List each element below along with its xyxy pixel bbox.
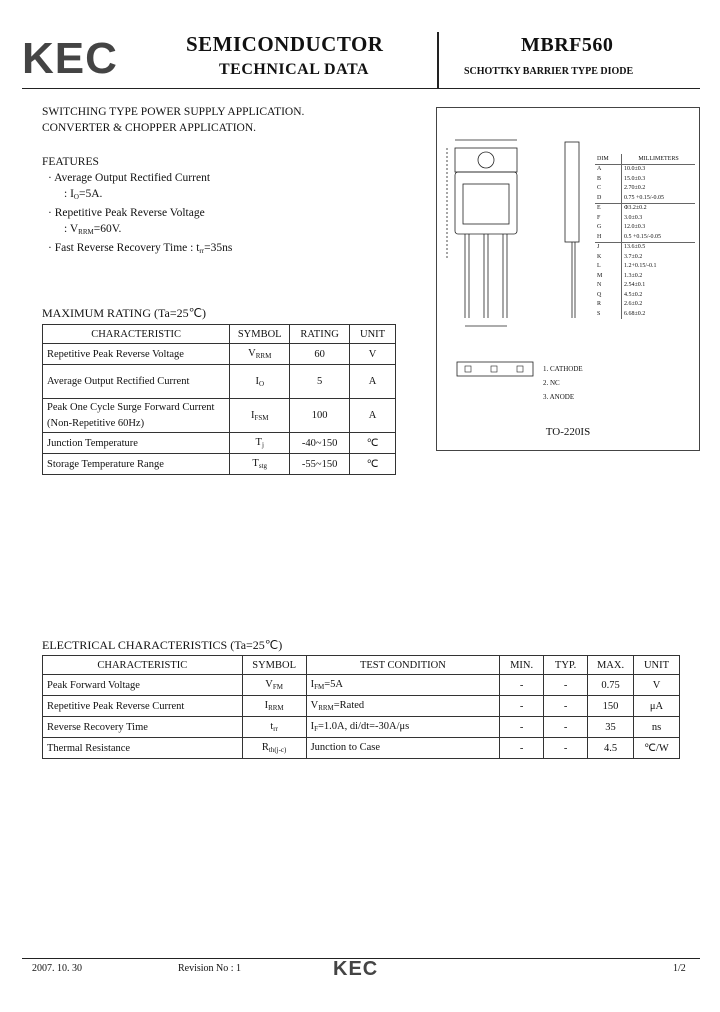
header-rating: RATING	[290, 325, 350, 344]
header-technical-data: TECHNICAL DATA	[219, 61, 369, 78]
table-row: Thermal Resistance $R_{th(j-c)}$ Junction to Case - - 4.5 ℃/W	[43, 738, 680, 759]
header-symbol: SYMBOL	[230, 325, 290, 344]
header-rule	[22, 88, 700, 89]
pin-1: 1. CATHODE	[543, 365, 583, 373]
footer-page-number: 1/2	[673, 963, 686, 974]
footer-date: 2007. 10. 30	[32, 963, 82, 974]
feature-1-value: : $I_O=5A$.	[64, 188, 103, 201]
table-row: Peak One Cycle Surge Forward Current (Non-Repetitive 60Hz) $I_{FSM}$ 100 A	[43, 399, 396, 433]
table-row: Reverse Recovery Time $t_{rr}$ $I_F=1.0A$, di/dt=-30A/μs - - 35 ns	[43, 717, 680, 738]
table-row: Average Output Rectified Current $I_O$ 5 A	[43, 365, 396, 399]
header-unit: UNIT	[350, 325, 396, 344]
application-line-1: SWITCHING TYPE POWER SUPPLY APPLICATION.	[42, 106, 305, 118]
application-line-2: CONVERTER & CHOPPER APPLICATION.	[42, 122, 257, 134]
kec-logo: KEC	[22, 34, 118, 83]
feature-2	[42, 205, 402, 240]
feature-2-label: · Repetitive Peak Reverse Voltage	[48, 207, 205, 219]
max-rating-title: MAXIMUM RATING (Ta=25℃)	[42, 306, 207, 320]
dimension-table: DIM MILLIMETERS A 10.0±0.3 B 15.0±0.3 C 2.70±0.2 D 0.75 +0.15/-0.05 E Φ3.2±0.2 F 3.0±0.3 G 12.0±0.3 H 0.5 +0.15/-0.05 J 13.6±0.5 K 3.7±0.2 L 1.2+0.15/-0.1 M 1.3±0.2 N 2.54±0.1 Q 4.5±0.2 R 2.6±0.2 S 6.68±0.2	[595, 154, 695, 319]
features	[42, 154, 402, 259]
table-row: Peak Forward Voltage $V_{FM}$ $I_{FM}=5A$ - - 0.75 V	[43, 675, 680, 696]
table-row: Junction Temperature $T_j$ -40~150 ℃	[43, 433, 396, 454]
package-outline-box	[436, 107, 700, 451]
max-rating-table	[42, 324, 396, 475]
pin-3: 3. ANODE	[543, 393, 575, 401]
feature-3: · Fast Reverse Recovery Time : $t_{rr}=35ns$	[48, 242, 233, 255]
feature-1	[42, 170, 402, 205]
table-row: Repetitive Peak Reverse Voltage $V_{RRM}$ 60 V	[43, 344, 396, 365]
package-name: TO-220IS	[545, 426, 591, 438]
feature-2-value: : $V_{RRM}=60V$.	[64, 223, 122, 236]
feature-1-label: · Average Output Rectified Current	[48, 172, 211, 184]
header-semiconductor: SEMICONDUCTOR	[186, 32, 384, 56]
features-title: FEATURES	[42, 156, 99, 168]
part-number: MBRF560	[521, 34, 614, 56]
header-divider	[437, 32, 439, 88]
table-row: Repetitive Peak Reverse Current $I_{RRM}$ $V_{RRM}=Rated$ - - 150 μA	[43, 696, 680, 717]
header-characteristic: CHARACTERISTIC	[43, 325, 230, 344]
dimension-header: DIM MILLIMETERS	[595, 154, 695, 164]
table-row: Storage Temperature Range $T_{stg}$ -55~150 ℃	[43, 454, 396, 475]
pin-list	[543, 362, 583, 404]
applications	[42, 104, 402, 136]
max-rating-header-row	[43, 325, 396, 344]
pin-2: 2. NC	[543, 379, 560, 387]
part-description: SCHOTTKY BARRIER TYPE DIODE	[464, 66, 634, 77]
footer-revision: Revision No : 1	[178, 963, 242, 974]
package-top-view	[455, 358, 535, 382]
footer-kec-logo: KEC	[333, 958, 379, 980]
elec-title: ELECTRICAL CHARACTERISTICS (Ta=25℃)	[42, 638, 283, 652]
elec-table	[42, 655, 680, 759]
elec-header-row: CHARACTERISTIC SYMBOL TEST CONDITION MIN. TYP. MAX. UNIT	[43, 656, 680, 675]
package-drawing	[441, 128, 601, 360]
